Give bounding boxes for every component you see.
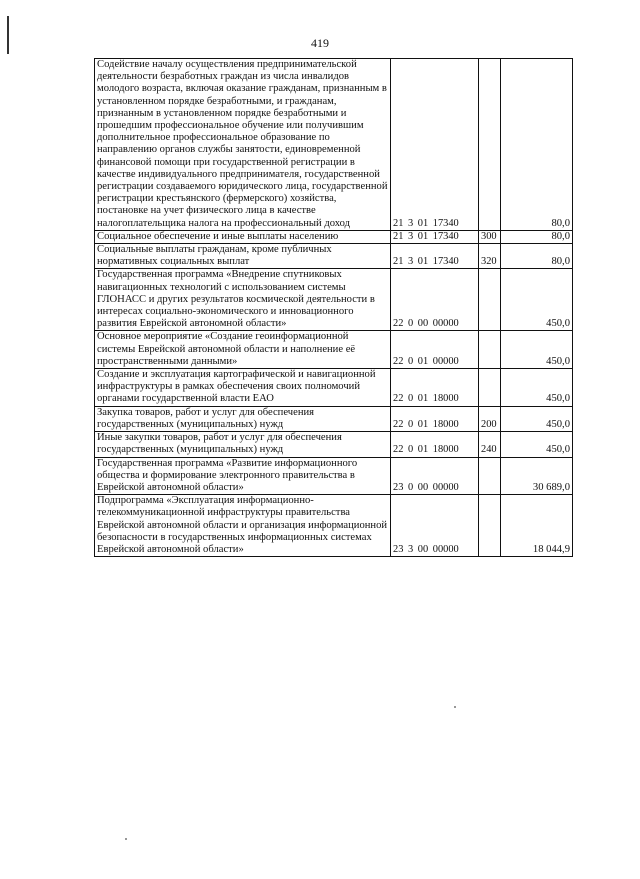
row-expense-type: [479, 269, 501, 331]
row-expense-type: [479, 369, 501, 407]
row-amount: 450,0: [501, 406, 573, 431]
row-code: 21 3 01 17340: [391, 230, 479, 243]
row-amount: 450,0: [501, 331, 573, 369]
table-row: [95, 406, 573, 431]
table-row: [95, 331, 573, 369]
row-expense-type: 300: [479, 230, 501, 243]
row-expense-type: 240: [479, 432, 501, 457]
row-code: 22 0 01 18000: [391, 432, 479, 457]
row-name: Государственная программа «Внедрение спутниковых навигационных технологий с использованием системы ГЛОНАСС и других результатов космической деятельности в интересах социально-экономического и инновационного развития Еврейской автономной области»: [95, 269, 391, 331]
row-name: Социальное обеспечение и иные выплаты населению: [95, 230, 391, 243]
row-expense-type: [479, 331, 501, 369]
row-expense-type: 200: [479, 406, 501, 431]
table-row: [95, 230, 573, 243]
table-row: [95, 495, 573, 557]
row-expense-type: [479, 457, 501, 495]
row-amount: 450,0: [501, 369, 573, 407]
scan-speck: [454, 706, 456, 708]
row-expense-type: [479, 495, 501, 557]
row-amount: 450,0: [501, 269, 573, 331]
table-row: [95, 432, 573, 457]
row-code: 23 3 00 00000: [391, 495, 479, 557]
table-row: [95, 369, 573, 407]
row-name: Подпрограмма «Эксплуатация информационно-телекоммуникационной инфраструктуры правительства Еврейской автономной области и организация информационной безопасности в государственных информационных системах Еврейской автономной области»: [95, 495, 391, 557]
row-amount: 80,0: [501, 244, 573, 269]
row-name: Социальные выплаты гражданам, кроме публичных нормативных социальных выплат: [95, 244, 391, 269]
row-code: 21 3 01 17340: [391, 244, 479, 269]
row-name: Закупка товаров, работ и услуг для обеспечения государственных (муниципальных) нужд: [95, 406, 391, 431]
table-row: [95, 59, 573, 231]
row-amount: 30 689,0: [501, 457, 573, 495]
row-expense-type: [479, 59, 501, 231]
table-row: [95, 269, 573, 331]
page-number: 419: [311, 36, 329, 50]
budget-table: [94, 58, 573, 557]
row-code: 22 0 01 18000: [391, 369, 479, 407]
row-name: Создание и эксплуатация картографической и навигационной инфраструктуры в рамках обеспечения своих полномочий органами государственной власти ЕАО: [95, 369, 391, 407]
row-amount: 80,0: [501, 230, 573, 243]
table-row: [95, 244, 573, 269]
row-code: 21 3 01 17340: [391, 59, 479, 231]
row-amount: 80,0: [501, 59, 573, 231]
row-name: Иные закупки товаров, работ и услуг для обеспечения государственных (муниципальных) нужд: [95, 432, 391, 457]
row-code: 22 0 01 18000: [391, 406, 479, 431]
row-name: Государственная программа «Развитие информационного общества и формирование электронного правительства в Еврейской автономной области»: [95, 457, 391, 495]
scan-speck: [125, 838, 127, 840]
row-name: Содействие началу осуществления предпринимательской деятельности безработных граждан из числа инвалидов молодого возраста, включая оказание гражданам, признанным в установленном порядке безработными, и гражданам, признанным в установленном порядке безработными и прошедшим профессиональное обучение или получившим дополнительное профессиональное образование по направлению органов службы занятости, единовременной финансовой помощи при государственной регистрации в качестве индивидуального предпринимателя, государственной регистрации создаваемого юридического лица, государственной регистрации крестьянского (фермерского) хозяйства, постановке на учет физического лица в качестве налогоплательщика налога на профессиональный доход: [95, 59, 391, 231]
row-expense-type: 320: [479, 244, 501, 269]
row-name: Основное мероприятие «Создание геоинформационной системы Еврейской автономной области и наполнение её пространственными данными»: [95, 331, 391, 369]
row-amount: 450,0: [501, 432, 573, 457]
row-code: 23 0 00 00000: [391, 457, 479, 495]
row-amount: 18 044,9: [501, 495, 573, 557]
table-row: [95, 457, 573, 495]
row-code: 22 0 00 00000: [391, 269, 479, 331]
row-code: 22 0 01 00000: [391, 331, 479, 369]
